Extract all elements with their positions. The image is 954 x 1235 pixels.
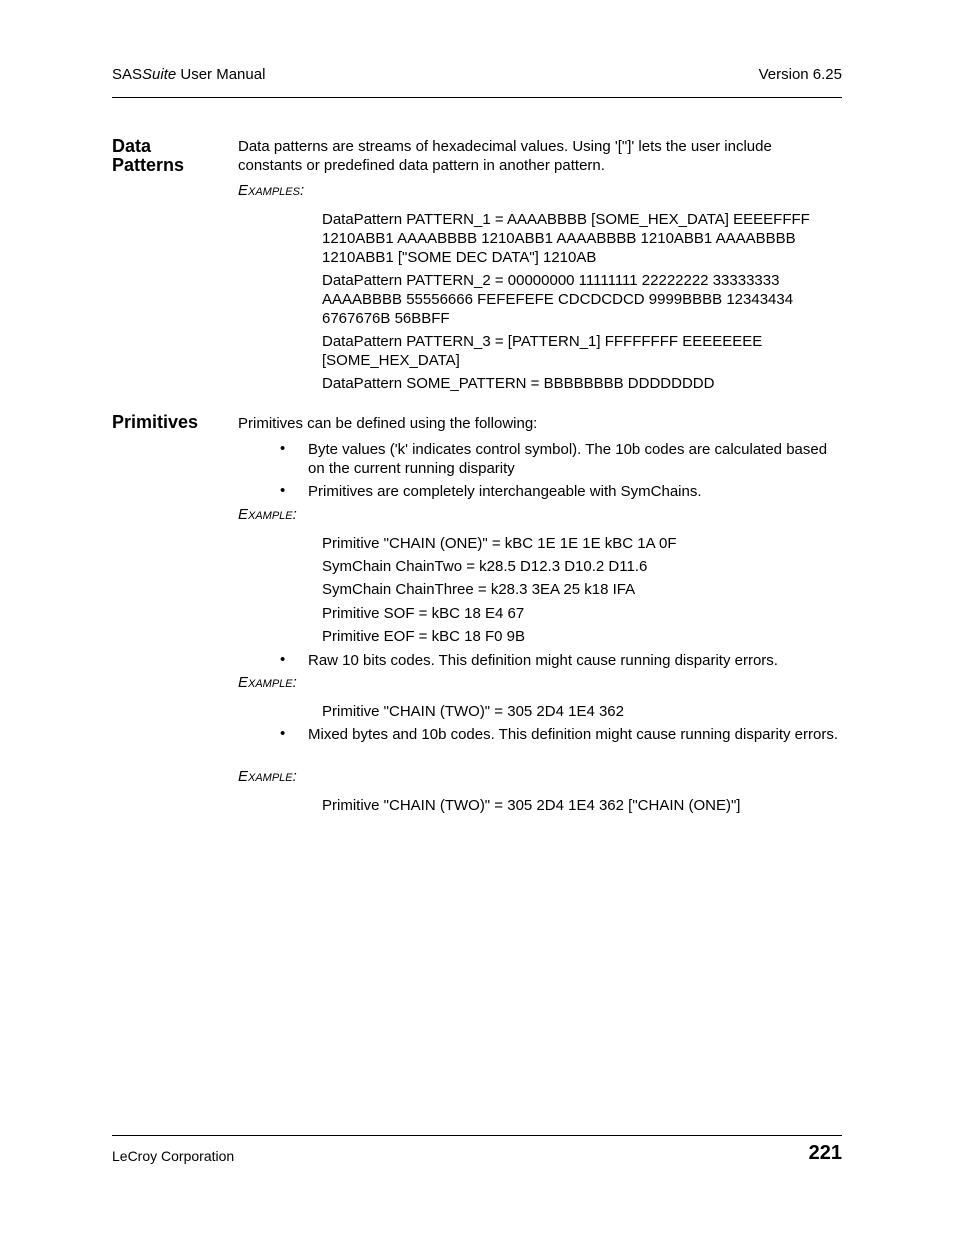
data-pattern-example-2: DataPattern PATTERN_2 = 00000000 11111111 22222222 33333333 AAAABBBB 55556666 FEFEFEFE CDCDCDCD 9999BBBB 12343434 6767676B 56BBFF: [322, 272, 794, 327]
data-pattern-example-3: DataPattern PATTERN_3 = [PATTERN_1] FFFFFFFF EEEEEEEE [SOME_HEX_DATA]: [322, 333, 763, 369]
data-patterns-title: Data Patterns: [112, 136, 185, 175]
data-pattern-example-4: DataPattern SOME_PATTERN = BBBBBBBB DDDDDDDD: [322, 375, 715, 392]
bullet-2-text: Primitives are completely interchangeable with SymChains.: [308, 483, 702, 500]
bullet-4-dot: •: [280, 725, 286, 742]
primitive-example-3: Primitive "CHAIN (TWO)" = 305 2D4 1E4 362 ["CHAIN (ONE)"]: [322, 797, 741, 814]
footer-rule: [112, 1135, 842, 1136]
primitive-example-1-line-5: Primitive EOF = kBC 18 F0 9B: [322, 628, 525, 645]
primitive-example-1-line-1: Primitive "CHAIN (ONE)" = kBC 1E 1E 1E kBC 1A 0F: [322, 535, 677, 552]
example-label-2: Example:: [238, 674, 297, 691]
data-pattern-example-1: DataPattern PATTERN_1 = AAAABBBB [SOME_HEX_DATA] EEEEFFFF 1210ABB1 AAAABBBB 1210ABB1 AAAABBBB 1210ABB1 AAAABBBB 1210ABB1 ["SOME DEC DATA"] 1210AB: [322, 211, 810, 266]
header-product-suffix: User Manual: [176, 66, 266, 83]
header-rule: [112, 97, 842, 98]
bullet-3-text: Raw 10 bits codes. This definition might cause running disparity errors.: [308, 652, 778, 669]
primitive-example-1-line-2: SymChain ChainTwo = k28.5 D12.3 D10.2 D11.6: [322, 558, 648, 575]
primitives-title: Primitives: [112, 412, 199, 432]
header-product-prefix: SAS: [112, 66, 143, 83]
bullet-3-dot: •: [280, 651, 286, 668]
header-product-italic: Suite: [142, 66, 177, 83]
data-patterns-intro: Data patterns are streams of hexadecimal values. Using '["]' lets the user include constants or predefined data pattern in another pattern.: [238, 138, 772, 174]
primitive-example-1-line-3: SymChain ChainThree = k28.3 3EA 25 k18 IFA: [322, 581, 636, 598]
primitive-example-2: Primitive "CHAIN (TWO)" = 305 2D4 1E4 362: [322, 703, 624, 720]
bullet-2-dot: •: [280, 482, 286, 499]
bullet-1-dot: •: [280, 440, 286, 457]
bullet-4-text: Mixed bytes and 10b codes. This definition might cause running disparity errors.: [308, 726, 839, 743]
bullet-1-text: Byte values ('k' indicates control symbol). The 10b codes are calculated based on the current running disparity: [308, 441, 828, 477]
examples-label: Examples:: [238, 182, 305, 199]
page-number: 221: [808, 1142, 842, 1164]
example-label-3: Example:: [238, 768, 297, 785]
header-title: [112, 66, 265, 83]
header-version: Version 6.25: [758, 66, 842, 83]
primitive-example-1-line-4: Primitive SOF = kBC 18 E4 67: [322, 605, 525, 622]
example-label-1: Example:: [238, 506, 297, 523]
primitives-intro: Primitives can be defined using the following:: [238, 415, 538, 432]
footer-company: LeCroy Corporation: [112, 1148, 235, 1164]
